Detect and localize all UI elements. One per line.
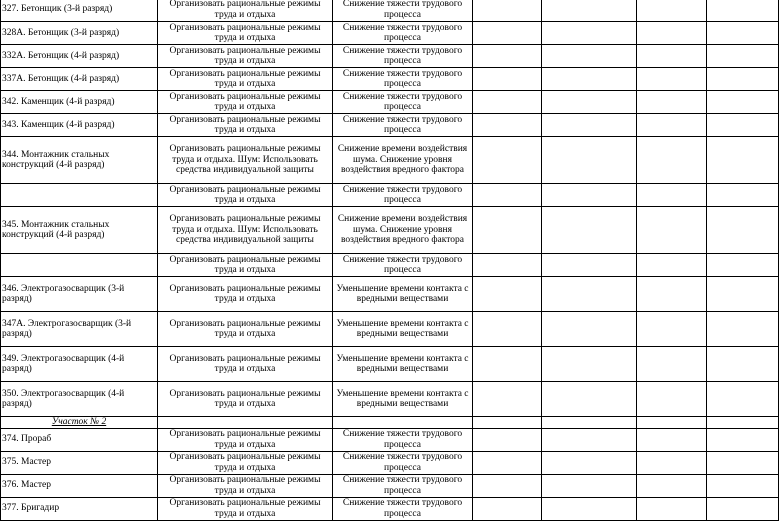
empty-cell	[707, 451, 779, 474]
action-cell: Организовать рациональные режимы труда и отдыха. Шум: Использовать средства индивидуальной защиты	[158, 137, 333, 184]
action-cell: Организовать рациональные режимы труда и отдыха	[158, 277, 333, 312]
action-cell: Организовать рациональные режимы труда и отдыха	[158, 114, 333, 137]
position-cell: 337А. Бетонщик (4-й разряд)	[1, 68, 158, 91]
result-cell: Снижение тяжести трудового процесса	[333, 114, 473, 137]
result-cell: Снижение времени воздействия шума. Снижение уровня воздействия вредного фактора	[333, 207, 473, 254]
action-cell: Организовать рациональные режимы труда и отдыха	[158, 428, 333, 451]
action-cell: Организовать рациональные режимы труда и отдыха	[158, 22, 333, 45]
position-cell: 377. Бригадир	[1, 497, 158, 520]
empty-cell	[473, 312, 542, 347]
empty-cell	[637, 207, 707, 254]
action-cell: Организовать рациональные режимы труда и отдыха	[158, 474, 333, 497]
table-row	[1, 451, 779, 474]
empty-cell	[707, 382, 779, 417]
action-cell: Организовать рациональные режимы труда и отдыха	[158, 184, 333, 207]
empty-cell	[707, 347, 779, 382]
empty-cell	[707, 137, 779, 184]
table-row	[1, 45, 779, 68]
position-cell: 327. Бетонщик (3-й разряд)	[1, 0, 158, 22]
empty-cell	[473, 428, 542, 451]
result-cell: Снижение тяжести трудового процесса	[333, 474, 473, 497]
result-cell: Уменьшение времени контакта с вредными веществами	[333, 312, 473, 347]
empty-cell	[542, 417, 637, 429]
empty-cell	[542, 114, 637, 137]
action-cell: Организовать рациональные режимы труда и отдыха. Шум: Использовать средства индивидуальной защиты	[158, 207, 333, 254]
position-cell: 350. Электрогазосварщик (4-й разряд)	[1, 382, 158, 417]
empty-cell	[637, 347, 707, 382]
empty-cell	[473, 347, 542, 382]
empty-cell	[542, 68, 637, 91]
empty-cell	[637, 277, 707, 312]
table-row	[1, 277, 779, 312]
result-cell: Снижение тяжести трудового процесса	[333, 45, 473, 68]
empty-cell	[542, 347, 637, 382]
result-cell: Снижение тяжести трудового процесса	[333, 91, 473, 114]
empty-cell	[542, 184, 637, 207]
section-row	[1, 417, 779, 429]
empty-cell	[637, 0, 707, 22]
empty-cell	[542, 451, 637, 474]
table-row	[1, 22, 779, 45]
empty-cell	[542, 22, 637, 45]
empty-cell	[542, 312, 637, 347]
empty-cell	[637, 451, 707, 474]
empty-cell	[542, 474, 637, 497]
position-cell: 344. Монтажник стальных конструкций (4-й разряд)	[1, 137, 158, 184]
empty-cell	[637, 474, 707, 497]
position-cell: 374. Прораб	[1, 428, 158, 451]
empty-cell	[637, 45, 707, 68]
empty-cell	[473, 474, 542, 497]
empty-cell	[707, 277, 779, 312]
section-title	[1, 417, 158, 429]
empty-cell	[707, 22, 779, 45]
empty-cell	[473, 184, 542, 207]
empty-cell	[333, 417, 473, 429]
empty-cell	[707, 497, 779, 520]
empty-cell	[473, 382, 542, 417]
result-cell: Снижение тяжести трудового процесса	[333, 22, 473, 45]
empty-cell	[542, 277, 637, 312]
empty-cell	[707, 68, 779, 91]
empty-cell	[637, 382, 707, 417]
empty-cell	[637, 254, 707, 277]
empty-cell	[473, 497, 542, 520]
table-row	[1, 68, 779, 91]
empty-cell	[707, 207, 779, 254]
empty-cell	[707, 114, 779, 137]
table-row	[1, 347, 779, 382]
action-cell: Организовать рациональные режимы труда и отдыха	[158, 382, 333, 417]
empty-cell	[473, 68, 542, 91]
empty-cell	[542, 45, 637, 68]
empty-cell	[637, 312, 707, 347]
empty-cell	[542, 91, 637, 114]
empty-cell	[473, 451, 542, 474]
table-row	[1, 91, 779, 114]
empty-cell	[473, 137, 542, 184]
empty-cell	[637, 91, 707, 114]
position-cell: 376. Мастер	[1, 474, 158, 497]
position-cell: 342. Каменщик (4-й разряд)	[1, 91, 158, 114]
empty-cell	[473, 22, 542, 45]
empty-cell	[707, 91, 779, 114]
empty-cell	[473, 45, 542, 68]
empty-cell	[542, 428, 637, 451]
empty-cell	[473, 0, 542, 22]
table-row	[1, 114, 779, 137]
empty-cell	[542, 137, 637, 184]
empty-cell	[637, 68, 707, 91]
result-cell: Снижение тяжести трудового процесса	[333, 68, 473, 91]
position-cell: 332А. Бетонщик (4-й разряд)	[1, 45, 158, 68]
empty-cell	[637, 428, 707, 451]
empty-cell	[637, 184, 707, 207]
result-cell: Уменьшение времени контакта с вредными веществами	[333, 277, 473, 312]
table-row	[1, 137, 779, 184]
table-row	[1, 312, 779, 347]
table-row	[1, 254, 779, 277]
empty-cell	[637, 137, 707, 184]
position-cell: 346. Электрогазосварщик (3-й разряд)	[1, 277, 158, 312]
table-row	[1, 0, 779, 22]
action-cell: Организовать рациональные режимы труда и отдыха	[158, 68, 333, 91]
table-row	[1, 474, 779, 497]
empty-cell	[473, 207, 542, 254]
result-cell: Снижение тяжести трудового процесса	[333, 428, 473, 451]
position-cell: 343. Каменщик (4-й разряд)	[1, 114, 158, 137]
position-cell: 347А. Электрогазосварщик (3-й разряд)	[1, 312, 158, 347]
empty-cell	[473, 277, 542, 312]
position-cell: 328А. Бетонщик (3-й разряд)	[1, 22, 158, 45]
empty-cell	[542, 497, 637, 520]
result-cell: Снижение тяжести трудового процесса	[333, 254, 473, 277]
result-cell: Уменьшение времени контакта с вредными веществами	[333, 347, 473, 382]
result-cell: Снижение времени воздействия шума. Снижение уровня воздействия вредного фактора	[333, 137, 473, 184]
result-cell: Снижение тяжести трудового процесса	[333, 451, 473, 474]
table-row	[1, 497, 779, 520]
empty-cell	[707, 0, 779, 22]
empty-cell	[707, 254, 779, 277]
empty-cell	[542, 254, 637, 277]
position-cell: 375. Мастер	[1, 451, 158, 474]
action-cell: Организовать рациональные режимы труда и отдыха	[158, 0, 333, 22]
empty-cell	[707, 474, 779, 497]
action-cell: Организовать рациональные режимы труда и отдыха	[158, 347, 333, 382]
empty-cell	[637, 22, 707, 45]
table-row	[1, 184, 779, 207]
empty-cell	[707, 428, 779, 451]
empty-cell	[473, 254, 542, 277]
action-cell: Организовать рациональные режимы труда и отдыха	[158, 45, 333, 68]
action-cell: Организовать рациональные режимы труда и отдыха	[158, 451, 333, 474]
empty-cell	[542, 0, 637, 22]
empty-cell	[542, 382, 637, 417]
section-label: Участок № 2	[51, 417, 107, 427]
action-cell: Организовать рациональные режимы труда и отдыха	[158, 497, 333, 520]
empty-cell	[473, 114, 542, 137]
result-cell: Снижение тяжести трудового процесса	[333, 184, 473, 207]
empty-cell	[707, 417, 779, 429]
result-cell: Уменьшение времени контакта с вредными веществами	[333, 382, 473, 417]
position-cell	[1, 254, 158, 277]
position-cell	[1, 184, 158, 207]
position-cell: 345. Монтажник стальных конструкций (4-й разряд)	[1, 207, 158, 254]
table-row	[1, 382, 779, 417]
empty-cell	[637, 417, 707, 429]
table-body	[1, 0, 779, 520]
empty-cell	[637, 114, 707, 137]
empty-cell	[158, 417, 333, 429]
result-cell: Снижение тяжести трудового процесса	[333, 497, 473, 520]
empty-cell	[707, 312, 779, 347]
position-cell: 349. Электрогазосварщик (4-й разряд)	[1, 347, 158, 382]
empty-cell	[473, 417, 542, 429]
empty-cell	[542, 207, 637, 254]
empty-cell	[707, 45, 779, 68]
action-cell: Организовать рациональные режимы труда и отдыха	[158, 91, 333, 114]
empty-cell	[473, 91, 542, 114]
table-row	[1, 207, 779, 254]
action-cell: Организовать рациональные режимы труда и отдыха	[158, 254, 333, 277]
empty-cell	[707, 184, 779, 207]
table-row	[1, 428, 779, 451]
action-cell: Организовать рациональные режимы труда и отдыха	[158, 312, 333, 347]
result-cell: Снижение тяжести трудового процесса	[333, 0, 473, 22]
empty-cell	[637, 497, 707, 520]
